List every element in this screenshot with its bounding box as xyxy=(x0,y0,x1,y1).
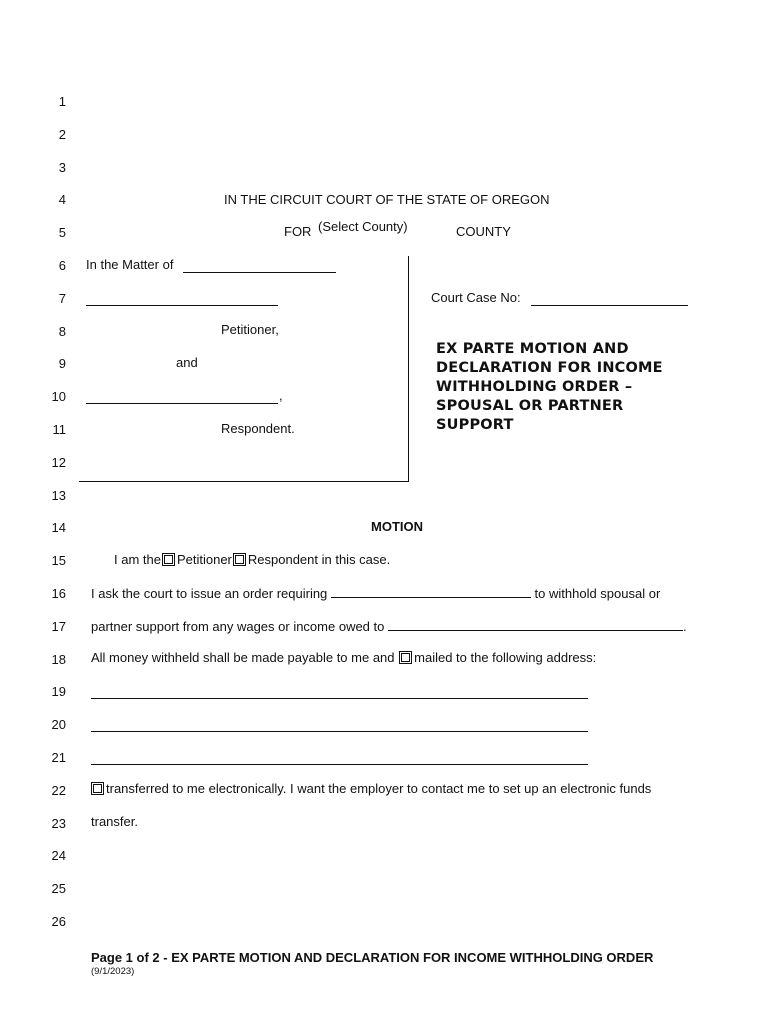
line-number: 25 xyxy=(51,881,66,897)
line16-suffix: to withhold spousal or xyxy=(534,586,661,601)
matter-name-field[interactable] xyxy=(183,260,336,273)
caption-divider xyxy=(408,256,409,482)
line-number: 11 xyxy=(52,422,66,437)
electronic-transfer-checkbox[interactable] xyxy=(91,782,104,795)
line-number: 3 xyxy=(58,159,66,175)
line-number: 17 xyxy=(51,618,66,634)
line-number: 26 xyxy=(51,914,66,929)
line16-prefix: I ask the court to issue an order requiring xyxy=(91,586,328,601)
address-line-1-field[interactable] xyxy=(91,686,588,699)
county-label: COUNTY xyxy=(456,224,511,239)
line-number: 16 xyxy=(51,586,66,601)
and-label: and xyxy=(176,355,198,370)
line-number: 12 xyxy=(51,454,66,470)
motion-heading: MOTION xyxy=(371,519,423,534)
title-line: WITHHOLDING ORDER – xyxy=(436,379,633,395)
respondent-name-field[interactable] xyxy=(86,391,278,404)
line-17 xyxy=(91,618,687,635)
petitioner-checkbox[interactable] xyxy=(162,553,175,566)
line-number: 23 xyxy=(51,815,66,831)
caption-bottom-rule xyxy=(79,481,409,482)
employer-name-field[interactable] xyxy=(331,585,531,598)
line-15 xyxy=(114,552,390,568)
mailed-checkbox[interactable] xyxy=(399,651,412,664)
court-heading: IN THE CIRCUIT COURT OF THE STATE OF OREGON xyxy=(224,192,550,207)
line-number: 1 xyxy=(58,94,66,109)
line-number: 13 xyxy=(51,487,66,503)
line-number: 18 xyxy=(51,651,66,667)
electronic-option: transferred to me electronically. I want the employer to contact me to set up an electronic funds xyxy=(106,781,652,796)
respondent-checkbox[interactable] xyxy=(233,553,246,566)
line17-prefix: partner support from any wages or income owed to xyxy=(91,619,385,634)
line-number: 8 xyxy=(58,323,66,339)
petitioner-option: Petitioner xyxy=(176,552,232,567)
line-16 xyxy=(91,585,660,602)
line-number: 9 xyxy=(58,356,66,372)
line18-prefix: All money withheld shall be made payable to me and xyxy=(91,650,395,665)
county-select[interactable]: (Select County) xyxy=(318,219,408,234)
address-line-3-field[interactable] xyxy=(91,752,588,765)
respondent-comma: , xyxy=(279,388,283,403)
line-23: transfer. xyxy=(91,814,138,829)
line-number: 5 xyxy=(58,225,66,241)
line-number: 22 xyxy=(51,782,66,798)
petitioner-name-field[interactable] xyxy=(86,293,278,306)
line-number: 7 xyxy=(58,290,66,306)
document-title xyxy=(436,340,696,435)
line-number: 6 xyxy=(58,258,66,273)
line-number: 15 xyxy=(51,553,66,569)
respondent-option: Respondent in this case. xyxy=(247,552,391,567)
title-line: EX PARTE MOTION AND xyxy=(436,341,629,357)
line-number: 4 xyxy=(58,192,66,208)
for-label: FOR xyxy=(284,224,312,239)
title-line: DECLARATION FOR INCOME xyxy=(436,360,663,376)
case-no-label: Court Case No: xyxy=(431,290,521,305)
title-line: SPOUSAL OR PARTNER xyxy=(436,398,624,414)
line-number: 24 xyxy=(51,848,66,864)
title-line: SUPPORT xyxy=(436,417,514,433)
address-line-2-field[interactable] xyxy=(91,719,588,732)
case-number-field[interactable] xyxy=(531,293,688,306)
line-number: 21 xyxy=(51,750,66,765)
mailed-option: mailed to the following address: xyxy=(414,650,597,665)
line-number: 14 xyxy=(51,520,66,536)
line-number: 10 xyxy=(51,389,66,405)
footer-title: Page 1 of 2 - EX PARTE MOTION AND DECLARATION FOR INCOME WITHHOLDING ORDER xyxy=(91,950,654,965)
footer-date: (9/1/2023) xyxy=(91,966,135,977)
line-number: 19 xyxy=(51,684,66,700)
line-number: 2 xyxy=(58,126,66,142)
respondent-label: Respondent. xyxy=(221,421,295,436)
line-18 xyxy=(91,650,596,666)
line17-suffix: . xyxy=(683,619,687,634)
line15-prefix: I am the xyxy=(114,552,161,567)
petitioner-label: Petitioner, xyxy=(221,322,279,337)
line-22 xyxy=(90,781,651,797)
line-number: 20 xyxy=(51,717,66,733)
obligor-name-field[interactable] xyxy=(388,618,683,631)
in-matter-of-label: In the Matter of xyxy=(86,257,174,272)
